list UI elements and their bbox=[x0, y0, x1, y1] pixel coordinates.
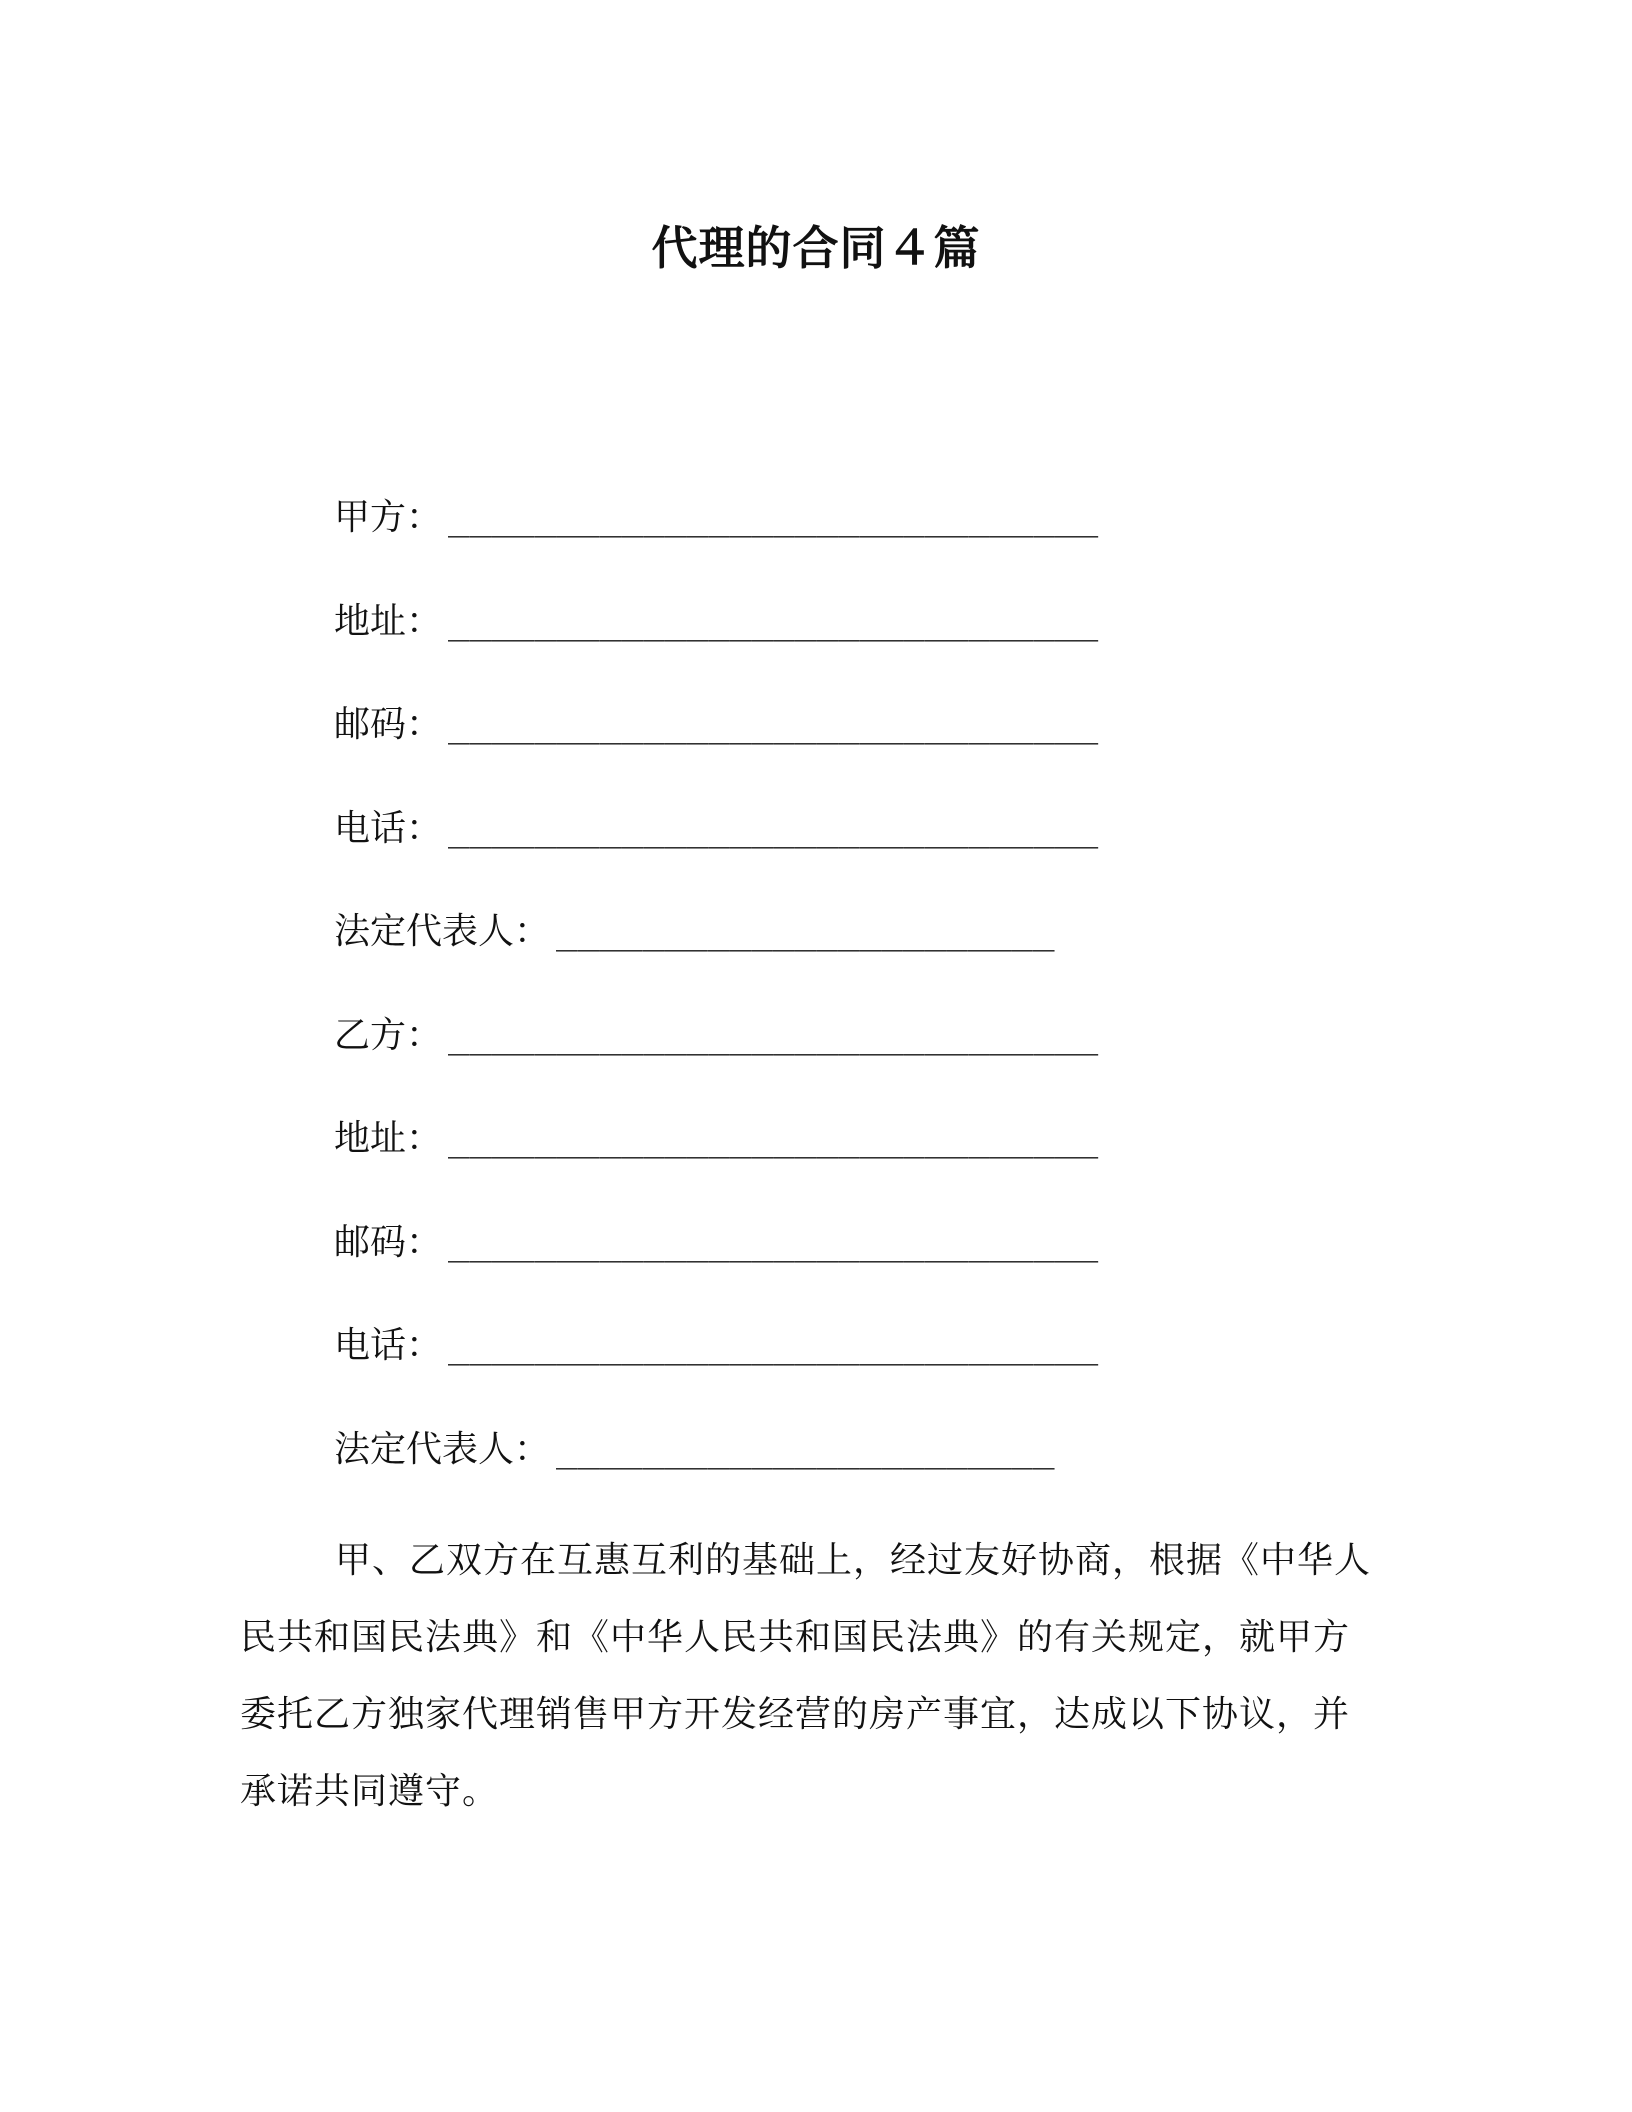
blank-line: ______________________________ bbox=[448, 1014, 1099, 1056]
field-label: 地址： bbox=[334, 1118, 443, 1159]
field-label: 电话： bbox=[334, 807, 443, 849]
field-label: 法定代表人： bbox=[334, 911, 551, 952]
blank-line: ______________________________ bbox=[448, 600, 1099, 642]
field-row-address-a bbox=[334, 594, 1334, 698]
blank-line: _______________________ bbox=[556, 911, 1055, 952]
blank-line: ______________________________ bbox=[448, 1325, 1099, 1366]
field-label: 邮码： bbox=[334, 1221, 443, 1263]
party-fields bbox=[334, 490, 1334, 1525]
field-row-party-b bbox=[334, 1008, 1334, 1112]
document-title: 代理的合同４篇 bbox=[651, 221, 981, 275]
field-row-phone-b bbox=[334, 1318, 1334, 1422]
field-row-postcode-b bbox=[334, 1215, 1334, 1319]
field-label: 法定代表人： bbox=[334, 1428, 551, 1470]
field-label: 邮码： bbox=[334, 704, 443, 745]
field-row-phone-a bbox=[334, 801, 1334, 905]
field-label: 甲方： bbox=[334, 497, 443, 538]
field-row-party-a bbox=[334, 490, 1334, 594]
blank-line: ______________________________ bbox=[448, 497, 1099, 538]
field-label: 电话： bbox=[334, 1325, 443, 1366]
blank-line: ______________________________ bbox=[448, 704, 1099, 745]
field-row-legal-rep-a bbox=[334, 904, 1334, 1008]
blank-line: ______________________________ bbox=[448, 807, 1099, 849]
field-row-legal-rep-b bbox=[334, 1422, 1334, 1526]
field-label: 地址： bbox=[334, 600, 443, 642]
blank-line: _______________________ bbox=[556, 1428, 1055, 1470]
blank-line: ______________________________ bbox=[448, 1118, 1099, 1159]
field-row-address-b bbox=[334, 1111, 1334, 1215]
field-row-postcode-a bbox=[334, 697, 1334, 801]
blank-line: ______________________________ bbox=[448, 1221, 1099, 1263]
agreement-paragraph: 甲、乙双方在互惠互利的基础上，经过友好协商，根据《中华人民共和国民法典》和《中华人民共和国民法典》的有关规定，就甲方委托乙方独家代理销售甲方开发经营的房产事宜，达成以下协议，并承诺共同遵守。 bbox=[240, 1540, 1372, 1812]
field-label: 乙方： bbox=[334, 1014, 443, 1056]
